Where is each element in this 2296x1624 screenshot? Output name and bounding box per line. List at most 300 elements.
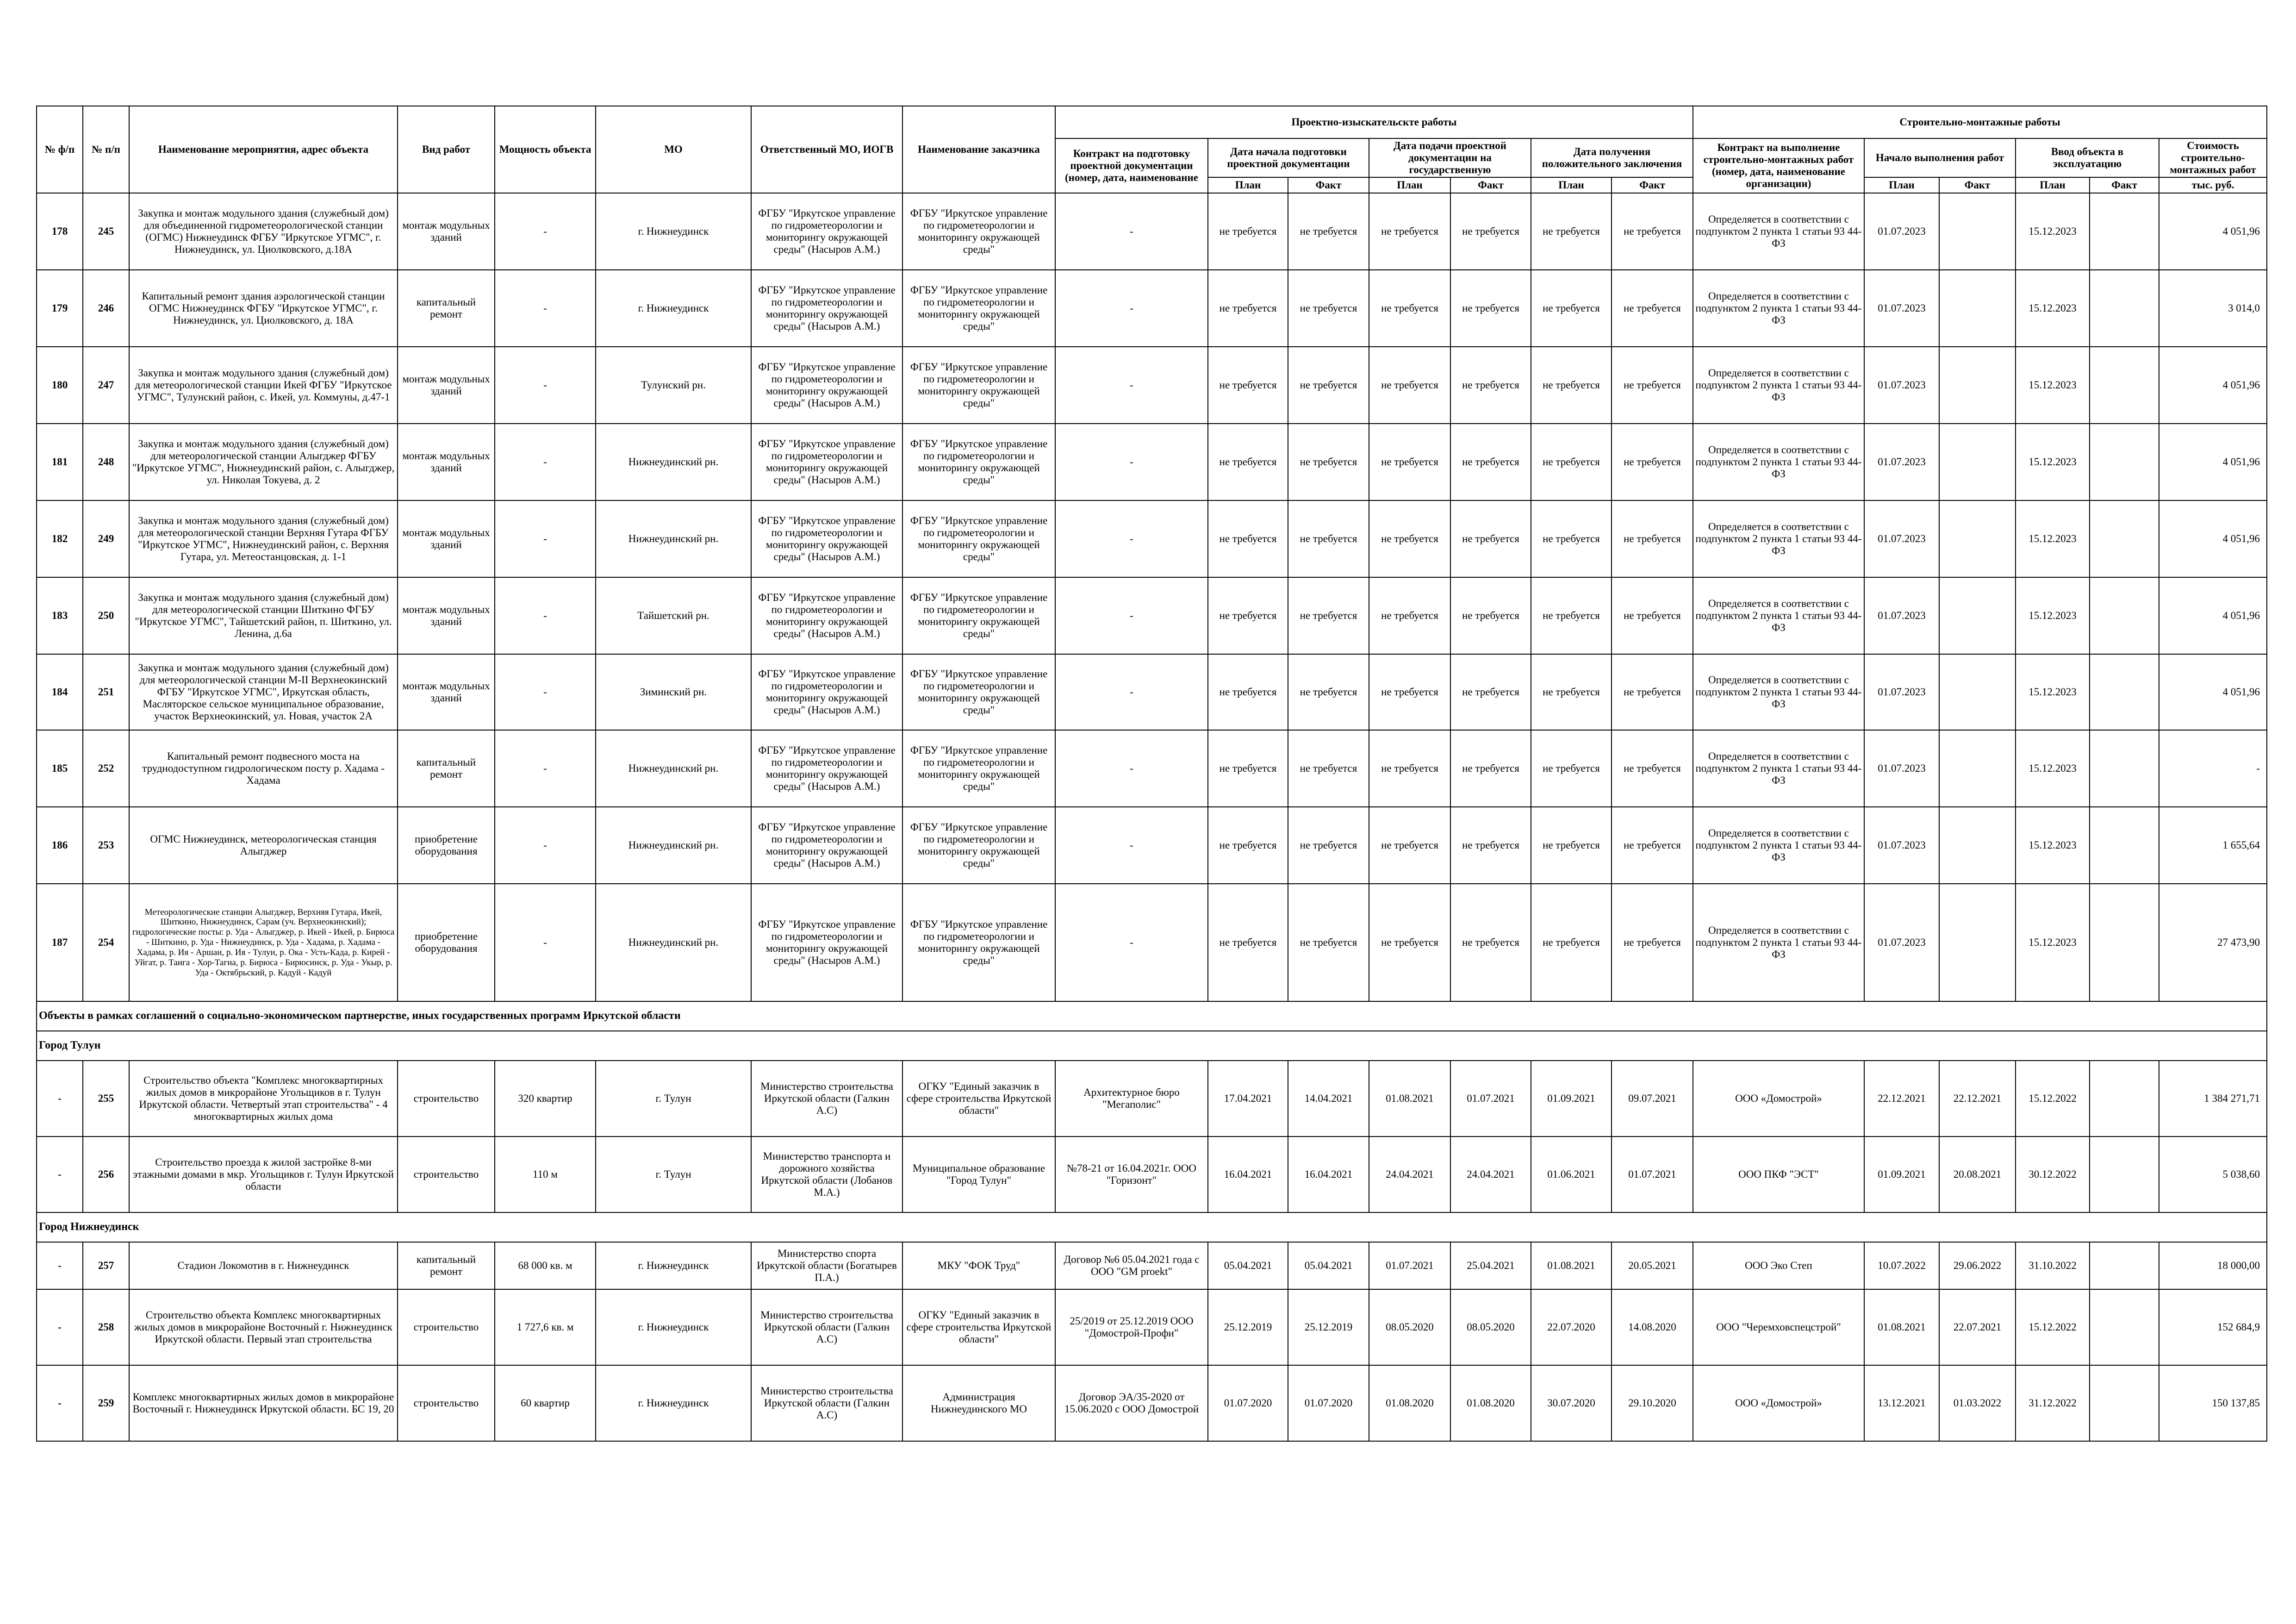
header-group-construction: Строительно-монтажные работы <box>1693 106 2267 138</box>
design-contract: - <box>1055 347 1208 424</box>
build-start-plan: 01.07.2023 <box>1864 807 1939 884</box>
commission-fact <box>2090 577 2159 654</box>
customer: ФГБУ "Иркутское управление по гидрометеорологии и мониторингу окружающей среды" <box>902 347 1055 424</box>
header-build-commission: Ввод объекта в эксплуатацию <box>2016 138 2159 177</box>
design-start-fact: 16.04.2021 <box>1288 1137 1369 1212</box>
section-header-row <box>37 1212 2267 1242</box>
capacity: - <box>495 424 596 500</box>
design-submit-fact: не требуется <box>1450 730 1531 807</box>
cost-value: - <box>2159 730 2267 807</box>
design-start-plan: 01.07.2020 <box>1208 1365 1288 1441</box>
design-contract: №78-21 от 16.04.2021г. ООО "Горизонт" <box>1055 1137 1208 1212</box>
municipality: Зиминский рн. <box>596 654 751 730</box>
header-mo: МО <box>596 106 751 193</box>
design-submit-plan: 24.04.2021 <box>1369 1137 1450 1212</box>
municipality: г. Тулун <box>596 1061 751 1137</box>
row-number-2: 256 <box>83 1137 129 1212</box>
build-start-fact <box>1939 270 2016 347</box>
row-number: - <box>37 1137 83 1212</box>
design-start-fact: не требуется <box>1288 884 1369 1001</box>
design-positive-fact: не требуется <box>1612 654 1693 730</box>
commission-plan: 15.12.2022 <box>2016 1061 2090 1137</box>
design-positive-fact: не требуется <box>1612 884 1693 1001</box>
design-positive-plan: не требуется <box>1531 654 1612 730</box>
table-row <box>37 884 2267 1001</box>
event-name: Метеорологические станции Алыгджер, Верхняя Гутара, Икей, Шиткино, Нижнеудинск, Сарам (уч. Верхнеокинский); гидрологические посты: р. Уда - Алыгджер, р. Икей - Икей, р. Бирюса - Шиткино, р. Уда - Нижнеудинск, р. Уда - Хадама, р. Хадама - Хадама, р. Ия - Аршан, р. Ия - Тулун, р. Ока - Усть-Када, р. Кирей - Уйгат, р. Таига - Хор-Тагна, р. Бирюса - Бирюсинск, р. Уда - Укыр, р. Уда - Октябрьский, р. Кадуй - Кадуй <box>129 884 398 1001</box>
build-start-plan: 01.07.2023 <box>1864 577 1939 654</box>
event-name: Стадион Локомотив в г. Нижнеудинск <box>129 1242 398 1289</box>
design-start-fact: 01.07.2020 <box>1288 1365 1369 1441</box>
responsible: Министерство строительства Иркутской области (Галкин А.С) <box>751 1289 902 1365</box>
design-positive-fact: 14.08.2020 <box>1612 1289 1693 1365</box>
cost-value: 152 684,9 <box>2159 1289 2267 1365</box>
design-submit-fact: не требуется <box>1450 577 1531 654</box>
municipality: г. Нижнеудинск <box>596 1289 751 1365</box>
design-submit-plan: не требуется <box>1369 424 1450 500</box>
row-number: 180 <box>37 347 83 424</box>
row-number-2: 258 <box>83 1289 129 1365</box>
header-fact: Факт <box>1450 177 1531 193</box>
municipality: Нижнеудинский рн. <box>596 884 751 1001</box>
design-start-plan: 05.04.2021 <box>1208 1242 1288 1289</box>
customer: ОГКУ "Единый заказчик в сфере строительства Иркутской области" <box>902 1061 1055 1137</box>
responsible: ФГБУ "Иркутское управление по гидрометеорологии и мониторингу окружающей среды" (Насыров А.М.) <box>751 884 902 1001</box>
header-design-start: Дата начала подготовки проектной документации <box>1208 138 1369 177</box>
work-type: строительство <box>398 1061 495 1137</box>
header-build-start: Начало выполнения работ <box>1864 138 2016 177</box>
capacity: - <box>495 193 596 270</box>
design-contract: - <box>1055 424 1208 500</box>
cost-value: 4 051,96 <box>2159 347 2267 424</box>
event-name: Капитальный ремонт здания аэрологической станции ОГМС Нижнеудинск ФГБУ "Иркутское УГМС", г. Нижнеудинск, ул. Циолковского, д. 18А <box>129 270 398 347</box>
header-fact: Факт <box>1612 177 1693 193</box>
design-start-fact: не требуется <box>1288 270 1369 347</box>
header-design-submit: Дата подачи проектной документации на государственную <box>1369 138 1531 177</box>
header-build-contract: Контракт на выполнение строительно-монтажных работ (номер, дата, наименование организации) <box>1693 138 1864 193</box>
build-start-fact: 22.12.2021 <box>1939 1061 2016 1137</box>
row-number: 183 <box>37 577 83 654</box>
header-design-contract: Контракт на подготовку проектной документации (номер, дата, наименование <box>1055 138 1208 193</box>
build-start-plan: 10.07.2022 <box>1864 1242 1939 1289</box>
row-number-2: 251 <box>83 654 129 730</box>
municipality: Нижнеудинский рн. <box>596 424 751 500</box>
design-start-fact: 14.04.2021 <box>1288 1061 1369 1137</box>
design-positive-plan: не требуется <box>1531 807 1612 884</box>
design-start-plan: не требуется <box>1208 347 1288 424</box>
design-submit-plan: 01.08.2021 <box>1369 1061 1450 1137</box>
design-contract: - <box>1055 500 1208 577</box>
commission-plan: 15.12.2023 <box>2016 347 2090 424</box>
work-type: монтаж модульных зданий <box>398 347 495 424</box>
build-contract: Определяется в соответствии с подпунктом 2 пункта 1 статьи 93 44-ФЗ <box>1693 654 1864 730</box>
commission-plan: 31.10.2022 <box>2016 1242 2090 1289</box>
responsible: ФГБУ "Иркутское управление по гидрометеорологии и мониторингу окружающей среды" (Насыров А.М.) <box>751 424 902 500</box>
design-start-fact: 05.04.2021 <box>1288 1242 1369 1289</box>
build-start-plan: 01.08.2021 <box>1864 1289 1939 1365</box>
responsible: ФГБУ "Иркутское управление по гидрометеорологии и мониторингу окружающей среды" (Насыров А.М.) <box>751 500 902 577</box>
responsible: ФГБУ "Иркутское управление по гидрометеорологии и мониторингу окружающей среды" (Насыров А.М.) <box>751 577 902 654</box>
table-row <box>37 1242 2267 1289</box>
design-start-plan: не требуется <box>1208 654 1288 730</box>
build-start-plan: 01.07.2023 <box>1864 347 1939 424</box>
municipality: Тулунский рн. <box>596 347 751 424</box>
design-positive-fact: не требуется <box>1612 424 1693 500</box>
commission-fact <box>2090 1061 2159 1137</box>
build-start-fact <box>1939 807 2016 884</box>
cost-value: 27 473,90 <box>2159 884 2267 1001</box>
design-start-plan: не требуется <box>1208 730 1288 807</box>
design-start-fact: не требуется <box>1288 654 1369 730</box>
work-type: строительство <box>398 1137 495 1212</box>
capacity: 60 квартир <box>495 1365 596 1441</box>
design-submit-fact: не требуется <box>1450 807 1531 884</box>
row-number-2: 254 <box>83 884 129 1001</box>
work-type: монтаж модульных зданий <box>398 424 495 500</box>
section-title: Город Нижнеудинск <box>37 1212 2267 1242</box>
commission-plan: 30.12.2022 <box>2016 1137 2090 1212</box>
responsible: Министерство строительства Иркутской области (Галкин А.С) <box>751 1061 902 1137</box>
design-start-fact: не требуется <box>1288 424 1369 500</box>
design-submit-fact: не требуется <box>1450 654 1531 730</box>
commission-plan: 15.12.2023 <box>2016 270 2090 347</box>
build-start-fact: 29.06.2022 <box>1939 1242 2016 1289</box>
design-submit-plan: не требуется <box>1369 193 1450 270</box>
header-responsible: Ответственный МО, ИОГВ <box>751 106 902 193</box>
design-start-fact: не требуется <box>1288 347 1369 424</box>
cost-value: 3 014,0 <box>2159 270 2267 347</box>
cost-value: 1 655,64 <box>2159 807 2267 884</box>
commission-fact <box>2090 807 2159 884</box>
build-start-fact <box>1939 577 2016 654</box>
row-number: 182 <box>37 500 83 577</box>
row-number: 179 <box>37 270 83 347</box>
build-start-plan: 01.07.2023 <box>1864 500 1939 577</box>
design-positive-fact: 20.05.2021 <box>1612 1242 1693 1289</box>
event-name: Закупка и монтаж модульного здания (служебный дом) для метеорологической станции Верхняя Гутара ФГБУ "Иркутское УГМС", Нижнеудинский район, с. Верхняя Гутара, ул. Метеостанцовская, д. 1-1 <box>129 500 398 577</box>
capacity: - <box>495 807 596 884</box>
design-start-fact: не требуется <box>1288 577 1369 654</box>
table-row <box>37 270 2267 347</box>
municipality: г. Нижнеудинск <box>596 1242 751 1289</box>
work-type: монтаж модульных зданий <box>398 654 495 730</box>
design-submit-plan: не требуется <box>1369 654 1450 730</box>
responsible: ФГБУ "Иркутское управление по гидрометеорологии и мониторингу окружающей среды" (Насыров А.М.) <box>751 654 902 730</box>
customer: ФГБУ "Иркутское управление по гидрометеорологии и мониторингу окружающей среды" <box>902 577 1055 654</box>
capacity: - <box>495 270 596 347</box>
build-contract: Определяется в соответствии с подпунктом 2 пункта 1 статьи 93 44-ФЗ <box>1693 347 1864 424</box>
municipality: Нижнеудинский рн. <box>596 500 751 577</box>
customer: ФГБУ "Иркутское управление по гидрометеорологии и мониторингу окружающей среды" <box>902 424 1055 500</box>
build-start-fact: 01.03.2022 <box>1939 1365 2016 1441</box>
row-number-2: 246 <box>83 270 129 347</box>
design-submit-plan: не требуется <box>1369 500 1450 577</box>
build-contract: ООО «Домострой» <box>1693 1365 1864 1441</box>
customer: ФГБУ "Иркутское управление по гидрометеорологии и мониторингу окружающей среды" <box>902 730 1055 807</box>
row-number: 184 <box>37 654 83 730</box>
design-submit-fact: 24.04.2021 <box>1450 1137 1531 1212</box>
design-submit-plan: не требуется <box>1369 270 1450 347</box>
header-plan: План <box>2016 177 2090 193</box>
design-submit-plan: не требуется <box>1369 884 1450 1001</box>
customer: ФГБУ "Иркутское управление по гидрометеорологии и мониторингу окружающей среды" <box>902 193 1055 270</box>
responsible: Министерство транспорта и дорожного хозяйства Иркутской области (Лобанов М.А.) <box>751 1137 902 1212</box>
table-row <box>37 1061 2267 1137</box>
build-start-fact: 22.07.2021 <box>1939 1289 2016 1365</box>
municipality: г. Нижнеудинск <box>596 270 751 347</box>
design-start-fact: не требуется <box>1288 193 1369 270</box>
build-start-fact <box>1939 424 2016 500</box>
municipality: Нижнеудинский рн. <box>596 807 751 884</box>
design-submit-fact: 01.07.2021 <box>1450 1061 1531 1137</box>
build-contract: Определяется в соответствии с подпунктом 2 пункта 1 статьи 93 44-ФЗ <box>1693 270 1864 347</box>
design-positive-plan: 30.07.2020 <box>1531 1365 1612 1441</box>
build-contract: Определяется в соответствии с подпунктом 2 пункта 1 статьи 93 44-ФЗ <box>1693 577 1864 654</box>
design-start-plan: не требуется <box>1208 807 1288 884</box>
build-start-plan: 01.07.2023 <box>1864 270 1939 347</box>
design-positive-fact: не требуется <box>1612 270 1693 347</box>
build-start-plan: 13.12.2021 <box>1864 1365 1939 1441</box>
section-header-row <box>37 1031 2267 1061</box>
capacity: - <box>495 347 596 424</box>
commission-fact <box>2090 1242 2159 1289</box>
header-row-groups <box>37 106 2267 138</box>
table-row <box>37 1365 2267 1441</box>
row-number-2: 245 <box>83 193 129 270</box>
municipality: Нижнеудинский рн. <box>596 730 751 807</box>
header-name: Наименование мероприятия, адрес объекта <box>129 106 398 193</box>
capacity: 1 727,6 кв. м <box>495 1289 596 1365</box>
capacity: - <box>495 500 596 577</box>
design-start-plan: не требуется <box>1208 424 1288 500</box>
design-positive-fact: не требуется <box>1612 577 1693 654</box>
header-cost: Стоимость строительно-монтажных работ <box>2159 138 2267 177</box>
design-start-fact: не требуется <box>1288 807 1369 884</box>
header-fact: Факт <box>2090 177 2159 193</box>
commission-plan: 15.12.2023 <box>2016 884 2090 1001</box>
commission-fact <box>2090 1365 2159 1441</box>
municipality: г. Нижнеудинск <box>596 193 751 270</box>
row-number-2: 253 <box>83 807 129 884</box>
event-name: Закупка и монтаж модульного здания (служебный дом) для объединенной гидрометеорологической станции (ОГМС) Нижнеудинск ФГБУ "Иркутское УГМС", г. Нижнеудинск, ул. Циолковского, д.18А <box>129 193 398 270</box>
build-contract: Определяется в соответствии с подпунктом 2 пункта 1 статьи 93 44-ФЗ <box>1693 424 1864 500</box>
commission-fact <box>2090 1137 2159 1212</box>
work-type: капитальный ремонт <box>398 270 495 347</box>
event-name: Строительство проезда к жилой застройке 8-ми этажными домами в мкр. Угольщиков г. Тулун Иркутской области <box>129 1137 398 1212</box>
design-start-plan: не требуется <box>1208 270 1288 347</box>
design-positive-plan: 01.06.2021 <box>1531 1137 1612 1212</box>
table-row <box>37 654 2267 730</box>
event-name: Комплекс многоквартирных жилых домов в микрорайоне Восточный г. Нижнеудинск Иркутской области. БС 19, 20 <box>129 1365 398 1441</box>
customer: ФГБУ "Иркутское управление по гидрометеорологии и мониторингу окружающей среды" <box>902 884 1055 1001</box>
cost-value: 4 051,96 <box>2159 577 2267 654</box>
design-positive-plan: не требуется <box>1531 193 1612 270</box>
table-row <box>37 347 2267 424</box>
row-number: - <box>37 1289 83 1365</box>
event-name: Закупка и монтаж модульного здания (служебный дом) для метеорологической станции Шиткино ФГБУ "Иркутское УГМС", Тайшетский район, п. Шиткино, ул. Ленина, д.6а <box>129 577 398 654</box>
header-fact: Факт <box>1288 177 1369 193</box>
table-row <box>37 577 2267 654</box>
responsible: Министерство спорта Иркутской области (Богатырев П.А.) <box>751 1242 902 1289</box>
row-number: - <box>37 1242 83 1289</box>
design-contract: - <box>1055 654 1208 730</box>
header-npp: № п/п <box>83 106 129 193</box>
design-positive-fact: 01.07.2021 <box>1612 1137 1693 1212</box>
customer: ФГБУ "Иркутское управление по гидрометеорологии и мониторингу окружающей среды" <box>902 500 1055 577</box>
responsible: Министерство строительства Иркутской области (Галкин А.С) <box>751 1365 902 1441</box>
build-contract: Определяется в соответствии с подпунктом 2 пункта 1 статьи 93 44-ФЗ <box>1693 807 1864 884</box>
design-start-fact: 25.12.2019 <box>1288 1289 1369 1365</box>
design-start-plan: 17.04.2021 <box>1208 1061 1288 1137</box>
event-name: ОГМС Нижнеудинск, метеорологическая станция Алыгджер <box>129 807 398 884</box>
work-type: строительство <box>398 1289 495 1365</box>
municipality: Тайшетский рн. <box>596 577 751 654</box>
design-start-plan: не требуется <box>1208 500 1288 577</box>
event-name: Закупка и монтаж модульного здания (служебный дом) для метеорологической станции М-II Верхнеокинский ФГБУ "Иркутское УГМС", Иркутская область, Масляторское сельское муниципальное образование, участок Верхнеокинский, ул. Новая, участок 2А <box>129 654 398 730</box>
design-start-fact: не требуется <box>1288 500 1369 577</box>
row-number-2: 257 <box>83 1242 129 1289</box>
cost-value: 150 137,85 <box>2159 1365 2267 1441</box>
design-start-plan: 16.04.2021 <box>1208 1137 1288 1212</box>
capacity: - <box>495 577 596 654</box>
design-submit-fact: не требуется <box>1450 347 1531 424</box>
design-contract: Архитектурное бюро "Мегаполис" <box>1055 1061 1208 1137</box>
capacity: 320 квартир <box>495 1061 596 1137</box>
customer: МКУ "ФОК Труд" <box>902 1242 1055 1289</box>
responsible: ФГБУ "Иркутское управление по гидрометеорологии и мониторингу окружающей среды" (Насыров А.М.) <box>751 807 902 884</box>
table-row <box>37 500 2267 577</box>
design-positive-fact: 09.07.2021 <box>1612 1061 1693 1137</box>
design-positive-fact: не требуется <box>1612 500 1693 577</box>
design-submit-fact: 01.08.2020 <box>1450 1365 1531 1441</box>
design-submit-plan: не требуется <box>1369 347 1450 424</box>
cost-value: 4 051,96 <box>2159 654 2267 730</box>
design-positive-plan: не требуется <box>1531 500 1612 577</box>
build-contract: Определяется в соответствии с подпунктом 2 пункта 1 статьи 93 44-ФЗ <box>1693 730 1864 807</box>
commission-fact <box>2090 500 2159 577</box>
design-submit-fact: 08.05.2020 <box>1450 1289 1531 1365</box>
design-positive-plan: не требуется <box>1531 270 1612 347</box>
cost-value: 4 051,96 <box>2159 500 2267 577</box>
table-row <box>37 424 2267 500</box>
commission-plan: 15.12.2023 <box>2016 730 2090 807</box>
commission-plan: 15.12.2023 <box>2016 424 2090 500</box>
row-number-2: 255 <box>83 1061 129 1137</box>
build-start-fact <box>1939 730 2016 807</box>
table-body <box>37 193 2267 1441</box>
header-cost-unit: тыс. руб. <box>2159 177 2267 193</box>
work-type: монтаж модульных зданий <box>398 193 495 270</box>
row-number: 187 <box>37 884 83 1001</box>
design-positive-plan: 01.09.2021 <box>1531 1061 1612 1137</box>
responsible: ФГБУ "Иркутское управление по гидрометеорологии и мониторингу окружающей среды" (Насыров А.М.) <box>751 347 902 424</box>
build-start-fact <box>1939 884 2016 1001</box>
cost-value: 4 051,96 <box>2159 424 2267 500</box>
design-submit-plan: не требуется <box>1369 807 1450 884</box>
header-group-design: Проектно-изыскательсктe работы <box>1055 106 1693 138</box>
design-contract: - <box>1055 730 1208 807</box>
design-contract: - <box>1055 193 1208 270</box>
build-start-fact: 20.08.2021 <box>1939 1137 2016 1212</box>
cost-value: 5 038,60 <box>2159 1137 2267 1212</box>
row-number: 181 <box>37 424 83 500</box>
row-number: 178 <box>37 193 83 270</box>
event-name: Капитальный ремонт подвесного моста на труднодоступном гидрологическом посту р. Хадама - Хадама <box>129 730 398 807</box>
build-contract: Определяется в соответствии с подпунктом 2 пункта 1 статьи 93 44-ФЗ <box>1693 193 1864 270</box>
row-number-2: 247 <box>83 347 129 424</box>
header-fact: Факт <box>1939 177 2016 193</box>
build-contract: ООО «Домострой» <box>1693 1061 1864 1137</box>
design-submit-fact: не требуется <box>1450 884 1531 1001</box>
section-title: Объекты в рамках соглашений о социально-экономическом партнерстве, иных государственных программ Иркутской области <box>37 1001 2267 1031</box>
design-positive-fact: не требуется <box>1612 347 1693 424</box>
design-submit-fact: не требуется <box>1450 424 1531 500</box>
project-table <box>36 106 2267 1442</box>
commission-plan: 15.12.2022 <box>2016 1289 2090 1365</box>
capacity: 110 м <box>495 1137 596 1212</box>
responsible: ФГБУ "Иркутское управление по гидрометеорологии и мониторингу окружающей среды" (Насыров А.М.) <box>751 270 902 347</box>
capacity: - <box>495 884 596 1001</box>
commission-fact <box>2090 654 2159 730</box>
work-type: приобретение оборудования <box>398 884 495 1001</box>
design-contract: - <box>1055 807 1208 884</box>
customer: Муниципальное образование "Город Тулун" <box>902 1137 1055 1212</box>
design-contract: - <box>1055 270 1208 347</box>
design-submit-fact: не требуется <box>1450 500 1531 577</box>
row-number-2: 250 <box>83 577 129 654</box>
design-contract: - <box>1055 577 1208 654</box>
design-submit-plan: не требуется <box>1369 730 1450 807</box>
header-plan: План <box>1864 177 1939 193</box>
commission-plan: 31.12.2022 <box>2016 1365 2090 1441</box>
table-row <box>37 193 2267 270</box>
municipality: г. Нижнеудинск <box>596 1365 751 1441</box>
capacity: - <box>495 730 596 807</box>
capacity: - <box>495 654 596 730</box>
header-capacity: Мощность объекта <box>495 106 596 193</box>
header-plan: План <box>1531 177 1612 193</box>
build-contract: ООО "Черемховспецстрой" <box>1693 1289 1864 1365</box>
row-number-2: 249 <box>83 500 129 577</box>
customer: ОГКУ "Единый заказчик в сфере строительства Иркутской области" <box>902 1289 1055 1365</box>
design-submit-fact: не требуется <box>1450 193 1531 270</box>
build-start-plan: 01.07.2023 <box>1864 424 1939 500</box>
event-name: Закупка и монтаж модульного здания (служебный дом) для метеорологической станции Алыгджер ФГБУ "Иркутское УГМС", Нижнеудинский район, с. Алыгджер, ул. Николая Токуева, д. 2 <box>129 424 398 500</box>
commission-fact <box>2090 1289 2159 1365</box>
commission-fact <box>2090 347 2159 424</box>
table-row <box>37 1289 2267 1365</box>
build-start-plan: 22.12.2021 <box>1864 1061 1939 1137</box>
design-contract: - <box>1055 884 1208 1001</box>
customer: ФГБУ "Иркутское управление по гидрометеорологии и мониторингу окружающей среды" <box>902 654 1055 730</box>
event-name: Закупка и монтаж модульного здания (служебный дом) для метеорологической станции Икей ФГБУ "Иркутское УГМС", Тулунский район, с. Икей, ул. Коммуны, д.47-1 <box>129 347 398 424</box>
row-number-2: 248 <box>83 424 129 500</box>
commission-plan: 15.12.2023 <box>2016 654 2090 730</box>
customer: Администрация Нижнеудинского МО <box>902 1365 1055 1441</box>
build-start-fact <box>1939 193 2016 270</box>
design-submit-plan: 08.05.2020 <box>1369 1289 1450 1365</box>
work-type: капитальный ремонт <box>398 730 495 807</box>
build-contract: Определяется в соответствии с подпунктом 2 пункта 1 статьи 93 44-ФЗ <box>1693 500 1864 577</box>
design-positive-plan: 01.08.2021 <box>1531 1242 1612 1289</box>
section-header-row <box>37 1001 2267 1031</box>
row-number: 186 <box>37 807 83 884</box>
build-start-plan: 01.07.2023 <box>1864 730 1939 807</box>
commission-fact <box>2090 884 2159 1001</box>
commission-fact <box>2090 730 2159 807</box>
row-number: 185 <box>37 730 83 807</box>
municipality: г. Тулун <box>596 1137 751 1212</box>
work-type: приобретение оборудования <box>398 807 495 884</box>
